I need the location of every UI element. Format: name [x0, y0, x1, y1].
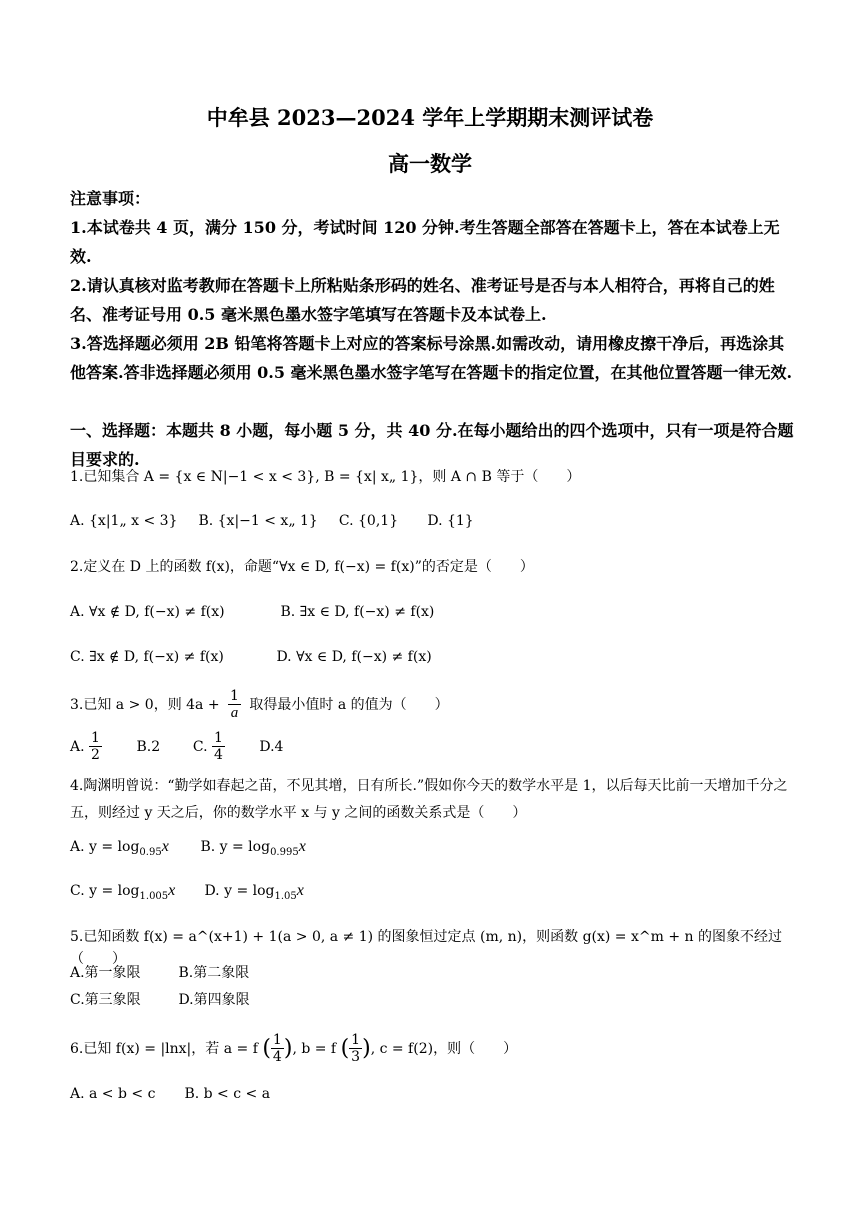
q4-c-label: C. y = log — [70, 883, 140, 899]
q1-option-d: D. {1} — [427, 513, 474, 529]
q4-c-base: 1.005 — [139, 890, 169, 902]
exam-title: 中牟县 2023—2024 学年上学期期末测评试卷 — [206, 105, 654, 130]
q3-option-a — [70, 730, 132, 763]
q4-c-x: x — [168, 882, 176, 899]
question-1-stem: 1.已知集合 A = {x ∈ N|−1 < x < 3}, B = {x| x„ 1}，则 A ∩ B 等于（ ） — [70, 469, 581, 485]
q4-a-label: A. y = log — [70, 839, 140, 855]
q4-option-b — [200, 836, 305, 864]
question-4-options-row2 — [70, 880, 304, 908]
q3-a-num: 1 — [91, 730, 100, 746]
question-2-stem: 2.定义在 D 上的函数 f(x)，命题“∀x ∈ D, f(−x) = f(x)”的否定是（ ） — [70, 559, 534, 575]
question-5-options-row2 — [70, 989, 250, 1011]
q6-f2-den: 3 — [351, 1049, 361, 1065]
notice-item-3: 3.答选择题必须用 2B 铅笔将答题卡上对应的答案标号涂黑.如需改动，请用橡皮擦干净后，再选涂其他答案.答非选择题必须用 0.5 毫米黑色墨水签字笔写在答题卡的指定位置，在其他位置答题一律无效. — [70, 334, 793, 382]
q4-a-base: 0.95 — [139, 846, 162, 858]
question-3-options — [70, 730, 283, 763]
q4-d-label: D. y = log — [204, 883, 275, 899]
q3-a-den: 2 — [91, 747, 100, 763]
question-4-stem: 4.陶渊明曾说：“勤学如春起之苗，不见其增，日有所长.”假如你今天的数学水平是 1，以后每天比前一天增加千分之五，则经过 y 天之后，你的数学水平 x 与 y 之间的函数关系式是（ ） — [70, 778, 788, 821]
q6-f2-num: 1 — [351, 1032, 361, 1048]
q1-option-c: C. {0,1} — [338, 513, 399, 529]
q6-stem-text-a: 6.已知 f(x) = |lnx|，若 a = f — [70, 1040, 258, 1057]
question-5-stem: 5.已知函数 f(x) = a^(x+1) + 1(a > 0, a ≠ 1) 的图象恒过定点 (m, n)，则函数 g(x) = x^m + n 的图象不经过（ ） — [70, 929, 782, 967]
q4-d-x: x — [296, 882, 304, 899]
question-2-options-row1 — [70, 601, 434, 623]
exam-subtitle: 高一数学 — [388, 151, 472, 176]
notice-item-2: 2.请认真核对监考教师在答题卡上所粘贴条形码的姓名、准考证号是否与本人相符合，再将自己的姓名、准考证号用 0.5 毫米黑色墨水签字笔填写在答题卡及本试卷上. — [70, 276, 775, 324]
q2-option-a: A. ∀x ∉ D, f(−x) ≠ f(x) — [70, 604, 225, 620]
q4-option-a — [70, 836, 196, 864]
q6-option-a: A. a < b < c — [70, 1086, 156, 1102]
q1-option-a: A. {x|1„ x < 3} — [70, 513, 178, 529]
q6-paren-open-2: ( — [340, 1035, 350, 1061]
q3-option-b: B.2 — [136, 738, 161, 755]
question-6-stem — [70, 1032, 517, 1065]
q4-option-c — [70, 880, 200, 908]
question-6-options — [70, 1083, 270, 1105]
q6-fraction-2 — [349, 1032, 362, 1065]
question-2-options-row2 — [70, 646, 432, 668]
q2-option-b: B. ∃x ∈ D, f(−x) ≠ f(x) — [280, 604, 435, 620]
question-1-options — [70, 510, 474, 532]
q3-fraction — [228, 688, 241, 721]
q3-stem-text-a: 3.已知 a > 0，则 4a + — [70, 696, 220, 713]
q5-option-d: D.第四象限 — [178, 992, 250, 1008]
q6-fraction-1 — [271, 1032, 284, 1065]
notice-heading: 注意事项： — [70, 189, 151, 208]
q6-f1-num: 1 — [272, 1032, 282, 1048]
q6-paren-close-2: ) — [362, 1035, 371, 1061]
q2-option-c: C. ∃x ∉ D, f(−x) ≠ f(x) — [70, 649, 224, 665]
q3-c-num: 1 — [214, 730, 223, 746]
q3-c-den: 4 — [214, 747, 223, 763]
q4-b-base: 0.995 — [270, 846, 299, 858]
q6-f1-den: 4 — [272, 1049, 282, 1065]
q6-paren-open-1: ( — [262, 1035, 271, 1061]
question-4-options-row1 — [70, 836, 306, 864]
q3-frac-num: 1 — [230, 688, 239, 704]
q3-stem-text-b: 取得最小值时 a 的值为（ ） — [249, 696, 449, 713]
notice-item-1: 1.本试卷共 4 页，满分 150 分，考试时间 120 分钟.考生答题全部答在答题卡上，答在本试卷上无效. — [70, 218, 780, 266]
q6-stem-text-b: , b = f — [292, 1040, 337, 1057]
q3-option-c-fraction — [212, 730, 225, 763]
q4-a-x: x — [161, 838, 169, 855]
q3-option-c-label: C. — [192, 738, 208, 755]
q3-option-a-label: A. — [70, 738, 85, 755]
q3-option-c — [193, 730, 255, 763]
q3-option-d: D.4 — [259, 738, 284, 755]
q6-paren-close-1: ) — [283, 1035, 293, 1061]
q3-option-a-fraction — [89, 730, 102, 763]
q5-option-a: A.第一象限 — [70, 965, 141, 981]
q4-b-label: B. y = log — [200, 839, 271, 855]
q4-b-x: x — [298, 838, 306, 855]
q1-option-b: B. {x|−1 < x„ 1} — [198, 513, 318, 529]
q4-option-d — [204, 880, 303, 908]
question-5-options-row1 — [70, 962, 249, 984]
q6-option-b: B. b < c < a — [184, 1086, 271, 1102]
q2-option-d: D. ∀x ∈ D, f(−x) ≠ f(x) — [276, 649, 432, 665]
section-heading: 一、选择题：本题共 8 小题，每小题 5 分，共 40 分.在每小题给出的四个选项中，只有一项是符合题目要求的. — [70, 421, 794, 469]
q6-stem-text-c: , c = f(2)，则（ ） — [370, 1040, 518, 1057]
q4-d-base: 1.05 — [274, 890, 297, 902]
q5-option-c: C.第三象限 — [70, 992, 141, 1008]
q5-option-b: B.第二象限 — [178, 965, 250, 981]
question-3-stem — [70, 688, 449, 721]
q3-frac-den: a — [230, 705, 239, 721]
